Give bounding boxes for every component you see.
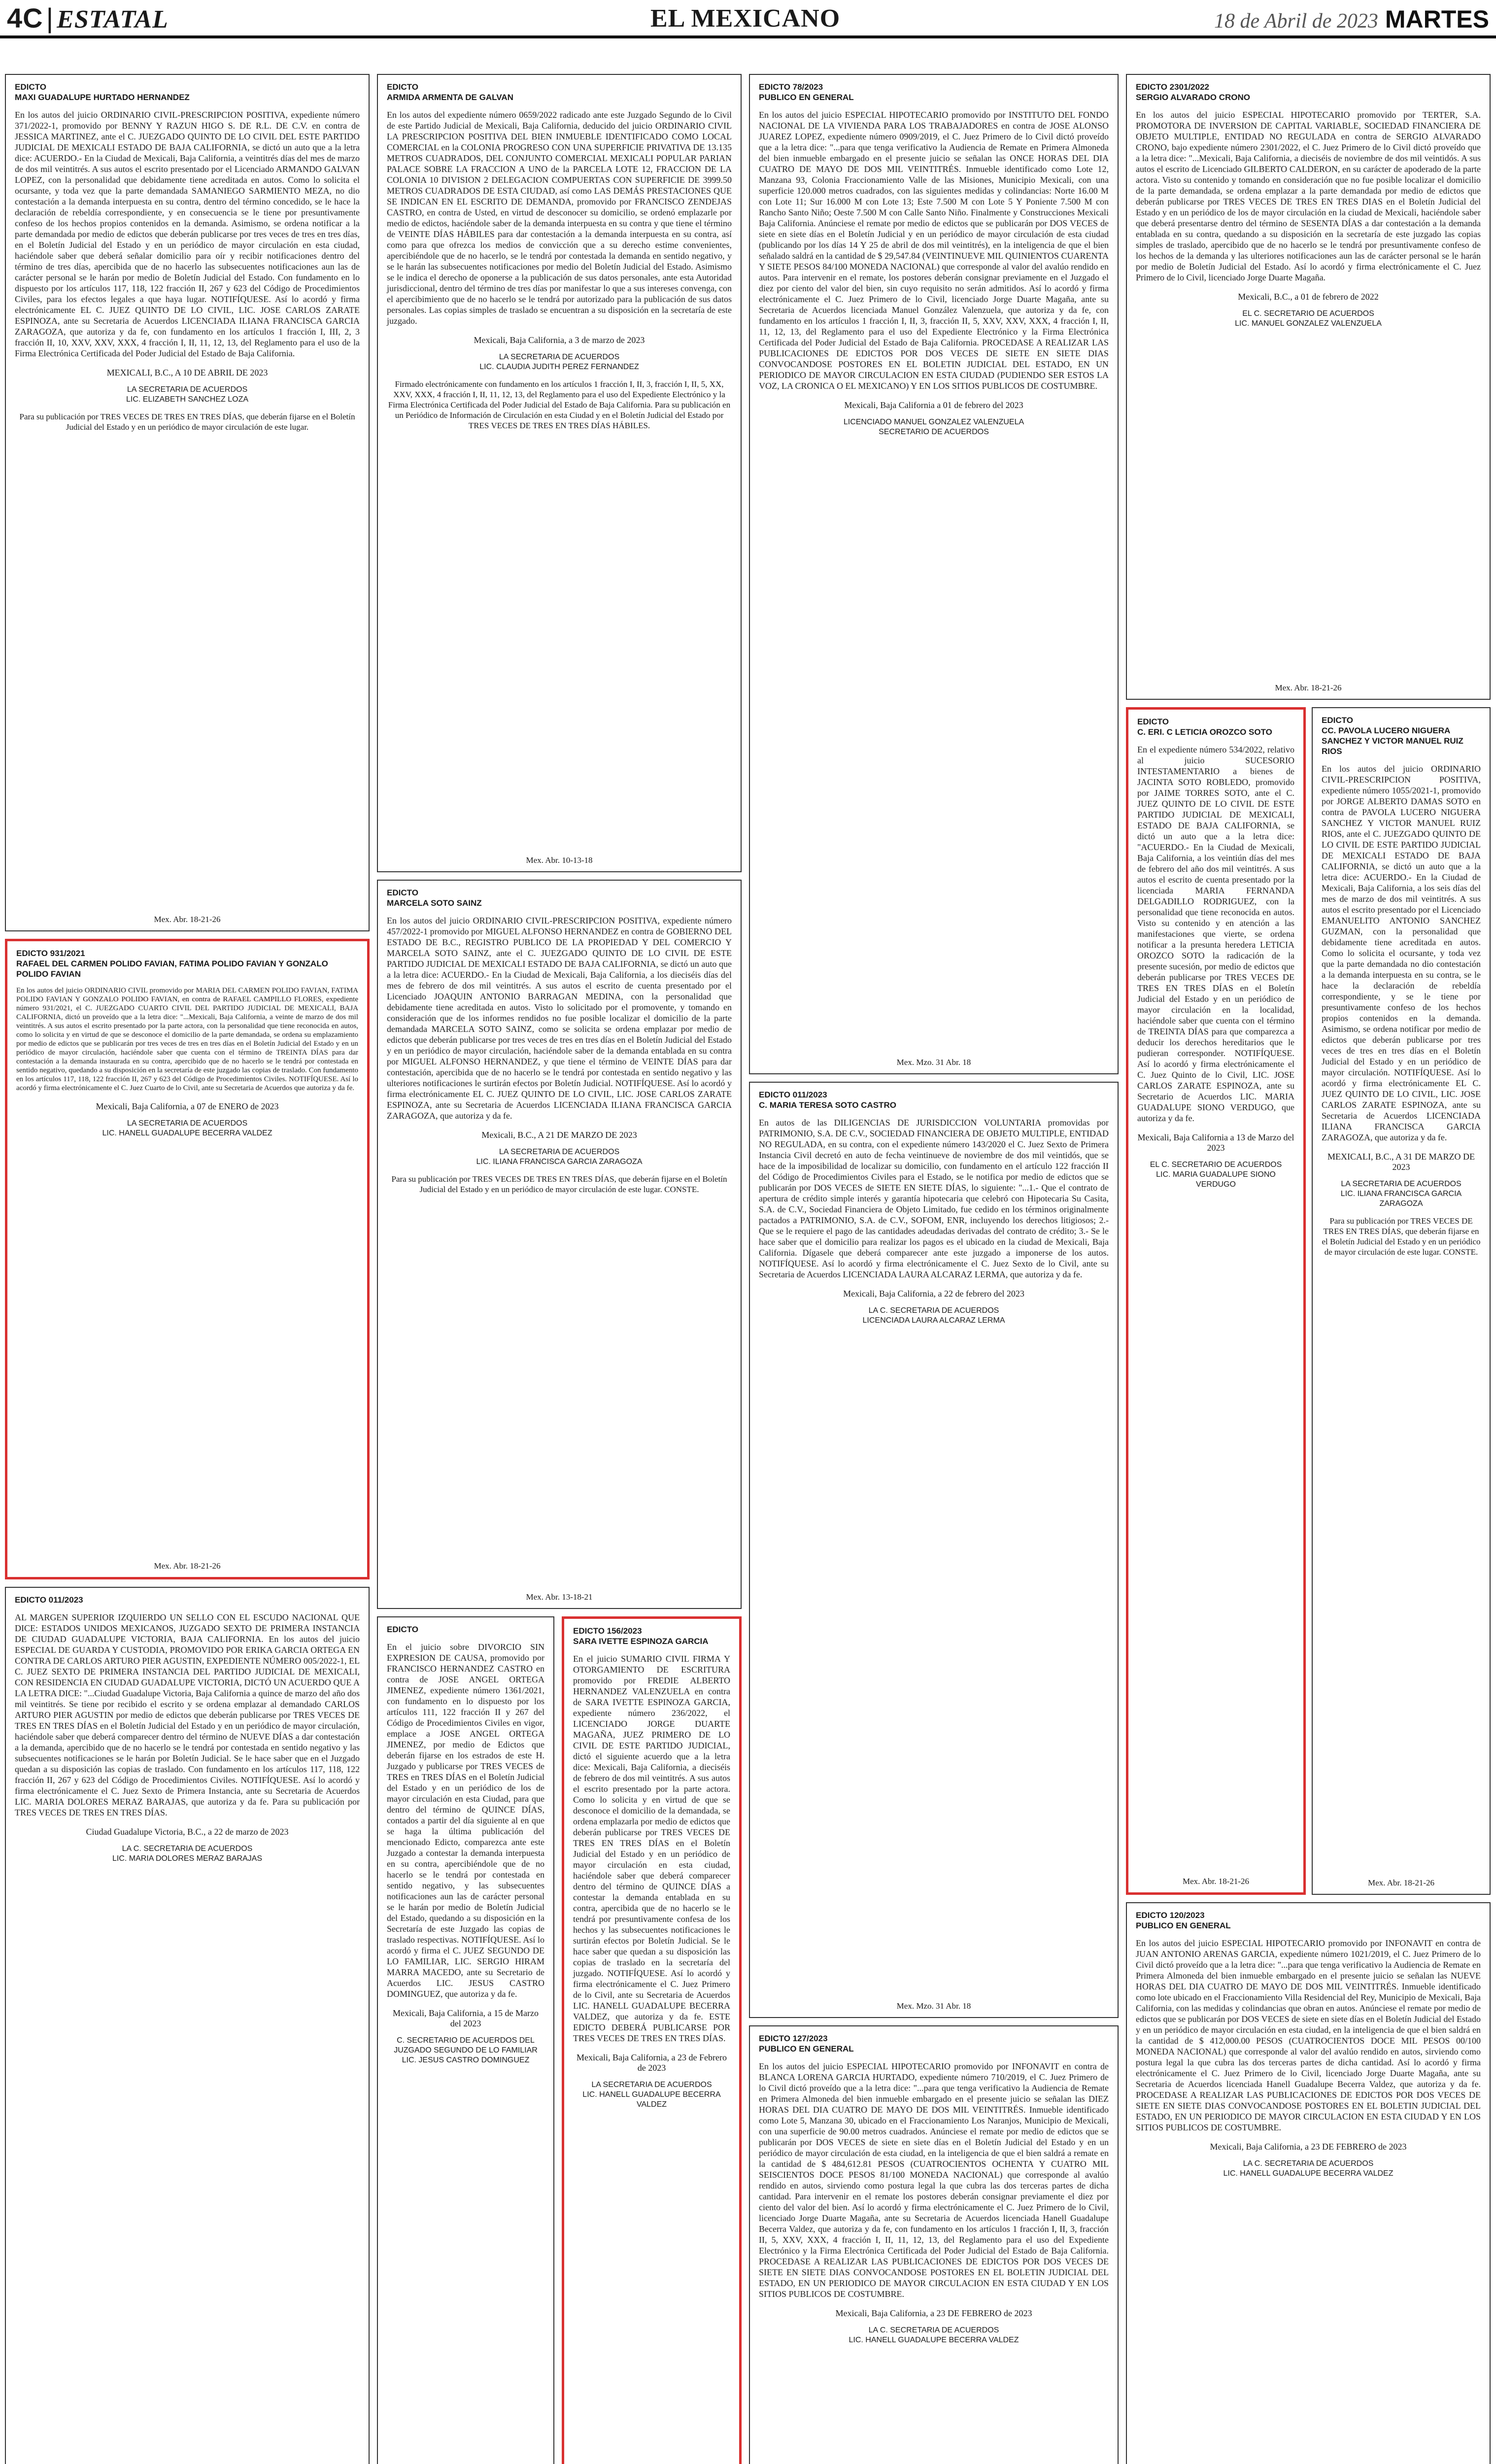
edicto-ref: Mex. Abr. 18-21-26 [1275,683,1342,692]
edicto-body: En los autos del expediente número 0659/2022 radicado ante este Juzgado Segundo de lo Civil de este Partido Judicial de Mexicali, Baja California, deducido del juicio ORDINARIO CIVIL LA PRESCRIPCION POSITIVA DEL BIEN INMUEBLE IDENTIFICADO COMO LOCAL COMERCIAL en la COLONIA PROGRESO CON UNA SUPERFICIE PRIVATIVA DE 13.135 METROS CUADRADOS, DEL CONJUNTO COMERCIAL MEXICALI POPULAR PARIAN PALACE SOBRE LA FRACCION A UNO de la PARCELA LOTE 12, FRACCION DE LA COLONIA 10 DIVISION 2 DELEGACION COMPUERTAS CON SUPERFICIE DE 3999.50 METROS CUADRADOS DE ESTA CIUDAD, así como LAS DEMÁS PRESTACIONES QUE SE INDICAN EN EL ESCRITO DE DEMANDA, promovido por FRANCISCO ZENDEJAS CASTRO, en contra de Usted, en virtud de desconocer su domicilio, se ordenó emplazarle por medio de edictos, haciéndole saber de la demanda interpuesta en su contra y que tiene el término de VEINTE DÍAS HÁBILES para dar contestación a la demanda interpuesta en su contra, así como para que ofrezca los medios de convicción que a su derecho estime convenientes, apercibiéndole que de no hacerlo, se le tendrá por contestada la demanda en sentido negativo, y se le harán las subsecuentes notificaciones por medio del Boletín Judicial del Estado. Asimismo se le indica el derecho de oponerse a la publicación de sus datos personales, ante esta Autoridad jurisdiccional, dentro del término de tres días por manifestar lo que a sus intereses convenga, con el apercibimiento que de no hacerlo se le tendrá por autorizado para la publicación de sus datos personales. Las copias simples de traslado se encuentran a su disposición en la secretaría de este juzgado. [387,110,732,326]
edicto-title: EDICTO [387,1625,418,1634]
edicto-120-2023 [1126,1902,1491,2464]
edicto-publication-note: Para su publicación por TRES VECES DE TRES EN TRES DÍAS, que deberán fijarse en el Boletín Judicial del Estado y en un periódico de mayor circulación de este lugar. CONSTE. [391,1174,727,1194]
edicto-signature: LA SECRETARIA DE ACUERDOS LIC. ELIZABETH SANCHEZ LOZA [126,385,249,404]
edicto-signature: LA SECRETARIA DE ACUERDOS LIC. ILIANA FRANCISCA GARCIA ZARAGOZA [476,1148,643,1166]
edicto-signature: EL C. SECRETARIO DE ACUERDOS LIC. MARIA GUADALUPE SIONO VERDUGO [1150,1161,1282,1189]
edicto-place-date: Mexicali, Baja California, a 23 DE FEBRERO de 2023 [835,2308,1032,2318]
edicto-signature: LA C. SECRETARIA DE ACUERDOS LIC. HANELL GUADALUPE BECERRA VALDEZ [849,2326,1019,2344]
edicto-body: En los autos del juicio ESPECIAL HIPOTECARIO promovido por INFONAVIT en contra de JUAN ANTONIO ARENAS GARCIA, expediente número 1021/2019, el C. Juez Primero de lo Civil dictó proveído que a la letra dice: "...para que tenga verificativo la Audiencia de Remate en Primera Almoneda del bien inmueble embargado en el presente juicio se señalan las NUEVE HORAS DEL DIA CUATRO DE MAYO DE DOS MIL VEINTITRÉS. Inmueble identificado como lote ubicado en el Fraccionamiento Villa Residencial del Rey, Municipio de Mexicali, Baja California, con las medidas y colindancias que obran en autos. Anúnciese el remate por medio de edictos que se publicarán por DOS VECES de siete en siete días en el Boletín Judicial del Estado y en un periódico de mayor circulación en esta ciudad, en la inteligencia de que el bien saldrá en la cantidad de $ 412,000.00 PESOS (CUATROCIENTOS DOCE MIL PESOS 00/100 MONEDA NACIONAL) que corresponde al valor del avalúo rendido en autos, sirviendo como postura legal la que cubra las dos terceras partes de dicha cantidad. Así lo acordó y firma electrónicamente el C. Juez Primero de lo Civil, licenciado Jorge Duarte Magaña, ante su Secretaria de Acuerdos licenciada Hanell Guadalupe Becerra Valdez, que autoriza y da fe. PROCEDASE A REALIZAR LAS PUBLICACIONES DE EDICTOS POR DOS VECES DE SIETE EN SIETE DIAS CONVOCANDOSE POSTORES EN EL BOLETIN JUDICIAL DEL ESTADO, EN UN PERIODICO DE MAYOR CIRCULACION EN ESTA CIUDAD Y EN LOS SITIOS PUBLICOS DE COSTUMBRE. [1136,1938,1481,2132]
issue-date [1214,5,1489,34]
edicto-ref: Mex. Abr. 18-21-26 [154,915,221,924]
edicto-signature: LICENCIADO MANUEL GONZALEZ VALENZUELA SECRETARIO DE ACUERDOS [843,418,1024,436]
edicto-marcela-soto-sainz [377,880,742,1609]
edicto-place-date: Mexicali, Baja California, a 23 DE FEBRERO de 2023 [1210,2142,1407,2152]
edicto-ref: Mex. Abr. 18-21-26 [154,1561,221,1571]
edicto-leticia-orozco [1126,707,1306,1895]
edicto-pavola-lucero [1312,707,1491,1895]
edicto-place-date: Mexicali, Baja California a 01 de febrero del 2023 [844,400,1023,410]
edicto-publication-note: Para su publicación por TRES VECES DE TRES EN TRES DÍAS, que deberán fijarse en el Boletín Judicial del Estado y en un periódico de mayor circulación de este lugar. CONSTE. [1322,1216,1481,1257]
edicto-body: En los autos del juicio ORDINARIO CIVIL-PRESCRIPCION POSITIVA, expediente número 1055/2021-1, promovido por JORGE ALBERTO DAMAS SOTO en contra de PAVOLA LUCERO NIGUERA SANCHEZ Y VICTOR MANUEL RUIZ RIOS, ante el C. JUEZGADO QUINTO DE LO CIVIL DE ESTE PARTIDO JUDICIAL DE MEXICALI ESTADO DE BAJA CALIFORNIA, se dictó un auto que a la letra dice: ACUERDO.- En la Ciudad de Mexicali, Baja California, a los seis días del mes de marzo de dos mil veintitrés. A sus autos el escrito presentado por el Licenciado EMANUELITO ANTONIO SANCHEZ GUZMAN, con la personalidad que debidamente tiene acreditada en autos. Como lo solicita el ocursante, y toda vez que la parte demandada no dio contestación a la demanda interpuesta en su contra, se le hace la declaración de rebeldía correspondiente, y se le tiene por presuntivamente confeso de los hechos propios contenidos en la demanda. Asimismo, se ordena notificar por medio de edictos que deberán publicarse por tres veces de tres en tres días en el Boletín Judicial del Estado y en un periódico de mayor circulación. NOTIFÍQUESE. Así lo acordó y firma electrónicamente EL C. JUEZ QUINTO DE LO CIVIL, LIC. JOSE CARLOS ZARATE ESPINOZA, ante su Secretaria de Acuerdos LICENCIADA ILIANA FRANCISCA GARCIA ZARAGOZA, que autoriza y da fe. [1322,764,1481,1142]
edicto-body: En el juicio sobre DIVORCIO SIN EXPRESION DE CAUSA, promovido por FRANCISCO HERNANDEZ CASTRO en contra de JOSE ANGEL ORTEGA JIMENEZ, expediente número 1361/2021, con fundamento en lo dispuesto por los artículos 111, 122 fracción II y 267 del Código de Procedimientos Civiles en vigor, emplace a JOSE ANGEL ORTEGA JIMENEZ, por medio de Edictos que deberán fijarse en los estrados de este H. Juzgado y publicarse por TRES VECES de TRES en TRES DÍAS en el Boletín Judicial del Estado y en un periódico de los de mayor circulación en esta Ciudad, para que dentro del término de QUINCE DÍAS, contados a partir del día siguiente al en que se haga la última publicación del mencionado Edicto, comparezca ante este Juzgado a contestar la demanda interpuesta en su contra, apercibiéndole que de no hacerlo se le tendrá por contestada en sentido negativo, y las subsecuentes notificaciones aun las de carácter personal se le harán por medio de Boletín Judicial del Estado, quedando a su disposición en la Secretaría de este Juzgado las copias de traslado respectivas. NOTIFÍQUESE. Así lo acordó y firma el C. JUEZ SEGUNDO DE LO FAMILIAR, LIC. SERGIO HIRAM MARRA MACEDO, ante su Secretario de Acuerdos LIC. JESUS CASTRO DOMINGUEZ, que autoriza y da fe. [387,1642,544,1999]
edicto-polido-favian [5,939,370,1579]
edicto-title: EDICTO MAXI GUADALUPE HURTADO HERNANDEZ [15,82,190,102]
edicto-publication-note: Para su publicación por TRES VECES DE TRES EN TRES DÍAS, que deberán fijarse en el Boletín Judicial del Estado y en un periódico de mayor circulación de este lugar. [19,412,355,432]
edicto-127-2023 [749,2025,1119,2464]
edicto-title: EDICTO 78/2023 PUBLICO EN GENERAL [759,82,854,102]
edicto-ref: Mex. Abr. 18-21-26 [1367,1878,1435,1887]
edicto-place-date: Mexicali, Baja California a 13 de Marzo del 2023 [1137,1132,1294,1153]
newspaper-name: EL MEXICANO [650,4,841,33]
edicto-place-date: MEXICALI, B.C., A 31 DE MARZO DE 2023 [1327,1152,1475,1172]
edicto-place-date: Mexicali, Baja California, a 15 de Marzo del 2023 [393,2008,539,2028]
edicto-divorcio [377,1616,554,2464]
edicto-place-date: Mexicali, B.C., a 01 de febrero de 2022 [1238,292,1379,302]
section-label: 4C | ESTATAL [7,2,169,34]
edicto-title: EDICTO 156/2023 SARA IVETTE ESPINOZA GARCIA [573,1626,709,1646]
edicto-place-date: Mexicali, Baja California, a 3 de marzo de 2023 [474,335,645,345]
edicto-title: EDICTO 011/2023 C. MARIA TERESA SOTO CASTRO [759,1090,896,1110]
edicto-place-date: Mexicali, B.C., A 21 DE MARZO DE 2023 [481,1130,637,1140]
edicto-title: EDICTO 931/2021 RAFAEL DEL CARMEN POLIDO FAVIAN, FATIMA POLIDO FAVIAN Y GONZALO POLIDO FAVIAN [16,949,328,979]
edicto-publication-note: Firmado electrónicamente con fundamento en los artículos 1 fracción I, II, 3, fracción I, II, 5, XX, XXV, XXX, 4 fracción I, II, 11, 12, 13, del Reglamento para el uso del Expediente Electrónico y la Firma Electrónica Certificada del Poder Judicial del Estado de Baja California. Para su publicación en un Periódico de Información de Circulación en esta Ciudad y en el Boletín Judicial del Estado por TRES VECES DE TRES EN TRES DÍAS HÁBILES. [388,379,731,430]
edicto-signature: LA SECRETARIA DE ACUERDOS LIC. HANELL GUADALUPE BECERRA VALDEZ [102,1119,272,1137]
page-header [0,0,1496,38]
edicto-ref: Mex. Abr. 13-18-21 [526,1592,593,1602]
edicto-signature: EL C. SECRETARIO DE ACUERDOS LIC. MANUEL GONZALEZ VALENZUELA [1235,309,1382,328]
edicto-title: EDICTO 120/2023 PUBLICO EN GENERAL [1136,1911,1231,1930]
edicto-signature: LA C. SECRETARIA DE ACUERDOS LICENCIADA LAURA ALCARAZ LERMA [862,1306,1005,1325]
edicto-78-2023 [749,74,1119,1074]
edicto-011-2023-maria-teresa [749,1082,1119,2018]
edicto-title: EDICTO 127/2023 PUBLICO EN GENERAL [759,2034,854,2053]
edicto-signature: LA C. SECRETARIA DE ACUERDOS LIC. HANELL GUADALUPE BECERRA VALDEZ [1223,2159,1394,2178]
edicto-body: AL MARGEN SUPERIOR IZQUIERDO UN SELLO CON EL ESCUDO NACIONAL QUE DICE: ESTADOS UNIDOS MEXICANOS, JUZGADO SEXTO DE PRIMERA INSTANCIA DE CIUDAD GUADALUPE VICTORIA, BAJA CALIFORNIA. En los autos del juicio ESPECIAL DE GUARDA Y CUSTODIA, PROMOVIDO POR ERIKA GARCIA ORTEGA EN CONTRA DE CARLOS ARTURO PIER AGUSTIN, EXPEDIENTE NÚMERO 005/2022-1, EL C. JUEZ SEXTO DE PRIMERA INSTANCIA DEL PARTIDO JUDICIAL DE MEXICALI, CON RESIDENCIA EN CIUDAD GUADALUPE VICTORIA, DICTÓ UN ACUERDO QUE A LA LETRA DICE: "...Ciudad Guadalupe Victoria, Baja California a quince de marzo del año dos mil veintitrés. Se tiene por recibido el escrito y se ordena emplazar al demandado CARLOS ARTURO PIER AGUSTIN por medio de edictos que deberán publicarse por TRES VECES DE TRES EN TRES DÍAS en el Boletín Judicial del Estado y en un periódico de mayor circulación, haciéndole saber que deberá comparecer dentro del término de NUEVE DÍAS a dar contestación a la demanda, apercibido que de no hacerlo se le tendrá por contestada en sentido negativo y las subsecuentes notificaciones se le harán por Boletín Judicial. Se le hace saber que en el Juzgado quedan a su disposición las copias de traslado. Con fundamento en los artículos 117, 118, 122 fracción II, 267 y 623 del Código de Procedimientos Civiles. NOTIFÍQUESE. Así lo acordó y firma electrónicamente el C. Juez Sexto de Primera Instancia, ante su Secretaria de Acuerdos LIC. MARIA DOLORES MERAZ BARAJAS, que autoriza y da fe. Para su publicación por TRES VECES DE TRES EN TRES DÍAS. [15,1612,360,1817]
edicto-signature: LA SECRETARIA DE ACUERDOS LIC. CLAUDIA JUDITH PEREZ FERNANDEZ [479,353,639,371]
edicto-place-date: Ciudad Guadalupe Victoria, B.C., a 22 de marzo de 2023 [86,1827,289,1837]
edicto-body: En los autos del juicio ESPECIAL HIPOTECARIO promovido por INFONAVIT en contra de BLANCA LORENA GARCIA HURTADO, expediente número 710/2019, el C. Juez Primero de lo Civil dictó proveído que a la letra dice: "...para que tenga verificativo la Audiencia de Remate en Primera Almoneda del bien inmueble embargado en el presente juicio se señalan las DIEZ HORAS DEL DIA CUATRO DE MAYO DE DOS MIL VEINTITRÉS. Inmueble identificado como Lote 5, Manzana 30, ubicado en el Fraccionamiento Los Naranjos, Municipio de Mexicali, con una superficie de 90.00 metros cuadrados. Anúnciese el remate por medio de edictos que se publicarán por DOS VECES de siete en siete días en el Boletín Judicial del Estado y en un periódico de mayor circulación de esta ciudad, en la inteligencia de que el bien saldrá a remate en la cantidad de $ 484,612.81 PESOS (CUATROCIENTOS OCHENTA Y CUATRO MIL SEISCIENTOS DOCE PESOS 81/100 MONEDA NACIONAL) que corresponde al avalúo rendido en autos, sirviendo como postura legal la que cubra las dos terceras partes de dicha cantidad. Para intervenir en el remate los postores deberán consignar previamente el diez por ciento del valor del bien. Así lo acordó y firma electrónicamente el C. Juez Primero de lo Civil, licenciado Jorge Duarte Magaña, ante su Secretaria de Acuerdos licenciada Hanell Guadalupe Becerra Valdez, que autoriza y da fe, con fundamento en los artículos 1 fracción I, II, 3, fracción II, 5, XXV, XXX, 4 fracción I, II, 11, 12, 13, del Reglamento para el uso del Expediente Electrónico y la Firma Electrónica Certificada del Poder Judicial del Estado de Baja California. PROCEDASE A REALIZAR LAS PUBLICACIONES DE EDICTOS POR DOS VECES DE SIETE EN SIETE DIAS CONVOCANDOSE POSTORES EN EL BOLETIN JUDICIAL DEL ESTADO, EN UN PERIODICO DE MAYOR CIRCULACION EN ESTA CIUDAD Y EN LOS SITIOS PUBLICOS DE COSTUMBRE. [759,2061,1109,2299]
edicto-signature: LA SECRETARIA DE ACUERDOS LIC. ILIANA FRANCISCA GARCIA ZARAGOZA [1340,1180,1462,1208]
edicto-011-2023-guarda-custodia [5,1587,370,2464]
edicto-body: En el expediente número 534/2022, relativo al juicio SUCESORIO INTESTAMENTARIO a bienes de JACINTA SOTO ROBLEDO, promovido por JAIME TORRES SOTO, ante el C. JUEZ QUINTO DE LO CIVIL DE ESTE PARTIDO JUDICIAL DE MEXICALI, ESTADO DE BAJA CALIFORNIA, se dictó un auto que a la letra dice: "ACUERDO.- En la Ciudad de Mexicali, Baja California, a los veintiún días del mes de febrero del año dos mil veintitrés. A sus autos el escrito de cuenta presentado por la licenciada MARIA FERNANDA DELGADILLO RODRIGUEZ, con la personalidad que tiene reconocida en autos. Visto su contenido y en atención a las manifestaciones que vierte, se ordena notificar a la presunta heredera LETICIA OROZCO SOTO la radicación de la presente sucesión, por medio de edictos que deberán publicarse por TRES VECES DE TRES EN TRES DÍAS en el Boletín Judicial del Estado y en un periódico de mayor circulación en la localidad, haciéndole saber que cuenta con el término de TREINTA DÍAS para que comparezca a deducir los derechos hereditarios que le pudieran corresponder. NOTIFÍQUESE. Así lo acordó y firma electrónicamente el C. Juez Quinto de lo Civil, LIC. JOSE CARLOS ZARATE ESPINOZA, ante su Secretario de Acuerdos LIC. MARIA GUADALUPE SIONO VERDUGO, que autoriza y da fe. [1137,745,1294,1123]
edicto-title: EDICTO ARMIDA ARMENTA DE GALVAN [387,82,513,102]
edicto-place-date: MEXICALI, B.C., A 10 DE ABRIL DE 2023 [106,368,268,377]
edicto-body: En los autos del juicio ORDINARIO CIVIL-PRESCRIPCION POSITIVA, expediente número 457/2022-1 promovido por MIGUEL ALFONSO HERNANDEZ en contra de GOBIERNO DEL ESTADO DE B.C., REGISTRO PUBLICO DE LA PROPIEDAD Y DEL COMERCIO Y MARCELA SOTO SAINZ, ante el C. JUEZGADO QUINTO DE LO CIVIL DE ESTE PARTIDO JUDICIAL DE MEXICALI ESTADO DE BAJA CALIFORNIA, se dictó un auto que a la letra dice: ACUERDO.- En la Ciudad de Mexicali, Baja California, a los dieciséis días del mes de febrero de dos mil veintitrés. A sus autos el escrito de cuenta presentado por el Licenciado JOAQUIN ANTONIO BARRAGAN MEDINA, con la personalidad que debidamente tiene acreditada en autos. Visto lo solicitado por el promovente, y tomando en consideración que de los informes rendidos no fue posible localizar el domicilio de la parte demandada MARCELA SOTO SAINZ, como se solicita se ordena emplazar por medio de edictos que deberán publicarse por tres veces de tres en tres días en el Boletín Judicial del Estado y en un periódico de mayor circulación, haciéndole saber de la demanda entablada en su contra por MIGUEL ALFONSO HERNANDEZ, y que tiene el término de VEINTE DÍAS para dar contestación, apercibida que de no hacerlo se le tendrá por contestada en sentido negativo y las ulteriores notificaciones le surtirán efectos por Boletín Judicial. NOTIFÍQUESE. Así lo acordó y firma electrónicamente EL C. JUEZ QUINTO DE LO CIVIL, LIC. JOSE CARLOS ZARATE ESPINOZA, ante su Secretaria de Acuerdos LICENCIADA ILIANA FRANCISCA GARCIA ZARAGOZA, que autoriza y da fe. [387,916,732,1121]
edicto-body: En los autos del juicio ORDINARIO CIVIL-PRESCRIPCION POSITIVA, expediente número 371/2022-1, promovido por BENNY Y RAZUN HIGO S. DE R.L. DE C.V. en contra de JESSICA MARTINEZ, ante el C. JUEZGADO QUINTO DE LO CIVIL DEL ESTE PARTIDO JUDICIAL DE MEXICALI ESTADO DE BAJA CALIFORNIA, se dictó un auto que a la letra dice: ACUERDO.- En la Ciudad de Mexicali, Baja California, a veintitrés días del mes de marzo de dos mil veintitrés. A sus autos el escrito presentado por el Licenciado ARMANDO GALVAN LOPEZ, con la personalidad que debidamente tiene acreditada en autos. Como lo solicita el ocursante, y toda vez que la parte demandada SAMANIEGO SARMIENTO MEZA, no dio contestación a la demanda interpuesta en su contra, dentro del término concedido, se le hace la declaración de rebeldía correspondiente, y en consecuencia se le tiene por presuntivamente confeso de los hechos propios contenidos en la demanda. Asimismo, se ordena notificar a la parte demandada por medio de edictos que deberán publicarse por tres veces de tres en tres días, en el Boletín Judicial del Estado y en un periódico de mayor circulación en esta ciudad, haciéndole saber que deberá señalar domicilio para oír y recibir notificaciones dentro del término de tres días, apercibida que de no hacerlo las subsecuentes notificaciones aun las de carácter personal se le harán por medio de Boletín Judicial del Estado. Con fundamento en lo dispuesto por los artículos 117, 118, 122 fracción II, 267 y 623 del Código de Procedimientos Civiles, para los efectos legales a que haya lugar. NOTIFÍQUESE. Así lo acordó y firma electrónicamente EL C. JUEZ QUINTO DE LO CIVIL, LIC. JOSE CARLOS ZARATE ESPINOZA, ante su Secretaria de Acuerdos LICENCIADA ILIANA FRANCISCA GARCIA ZARAGOZA, que autoriza y da fe, con fundamento en los artículos 1 fracción I, III, 2, 3 fracción II, 10, XXV, XXV, XXX, 4 fracción I, II, 11, 12, 13, del Reglamento para el uso de la Firma Electrónica Certificada del Poder Judicial del Estado de Baja California. [15,110,360,358]
day-text: MARTES [1385,5,1489,33]
date-text: 18 de Abril de 2023 [1214,10,1378,33]
edicto-place-date: Mexicali, Baja California, a 07 de ENERO de 2023 [96,1101,279,1111]
edicto-2301-2022 [1126,74,1491,700]
edicto-title: EDICTO MARCELA SOTO SAINZ [387,888,482,908]
edicto-title: EDICTO C. ERI. C LETICIA OROZCO SOTO [1137,717,1272,737]
section-name: ESTATAL [57,5,169,34]
edicto-body: En autos de las DILIGENCIAS DE JURISDICCION VOLUNTARIA promovidas por PATRIMONIO, S.A. DE C.V., SOCIEDAD FINANCIERA DE OBJETO MULTIPLE, ENTIDAD NO REGULADA, en su contra, con el expediente número 143/2020 el C. Juez Sexto de Primera Instancia Civil decretó en auto de fecha veintinueve de noviembre de dos mil veintidós, que se hace de la imposibilidad de localizar su domicilio, con fundamento en el artículo 122 fracción II del Código de Procedimientos Civiles para el Estado, se le notifica por medio de edictos que se publicarán por DOS VECES de SIETE EN SIETE DÍAS, lo siguiente: "...1.- Que el contrato de apertura de crédito simple interés y garantía hipotecaria que celebró con Hipotecaria Su Casita, S.A. de C.V., Sociedad Financiera de Objeto Limitado, fue cedido en los términos originalmente pactados a PATRIMONIO, S.A. de C.V., SOFOM, ENR, incluyendo los derechos litigiosos; 2.- Que se le requiere el pago de las cantidades adeudadas derivadas del contrato de crédito; 3.- Se le hace saber que el domicilio para realizar los pagos es el ubicado en la ciudad de Mexicali, Baja California. Dígasele que deberá comparecer ante este juzgado a imponerse de los autos. NOTIFÍQUESE. Así lo acordó y firma electrónicamente el C. Juez Sexto de lo Civil, ante su Secretaria de Acuerdos LICENCIADA LAURA ALCARAZ LERMA, que autoriza y da fe. [759,1118,1109,1279]
edicto-body: En los autos del juicio ESPECIAL HIPOTECARIO promovido por INSTITUTO DEL FONDO NACIONAL DE LA VIVIENDA PARA LOS TRABAJADORES en contra de JOSE ALONSO JUAREZ LOPEZ, expediente número 0909/2019, el C. Juez Primero de lo Civil dictó proveído que a la letra dice: "...para que tenga verificativo la Audiencia de Remate en Primera Almoneda del bien inmueble embargado en el presente juicio se señalan las ONCE HORAS DEL DIA CUATRO DE MAYO DE DOS MIL VEINTITRÉS. Inmueble identificado como Lote 12, Manzana 93, Colonia Fraccionamiento Valle de las Misiones, Municipio Mexicali, con una superficie 120.000 metros cuadrados, con las siguientes medidas y colindancias: Norte 16.00 M con Lote 11; Sur 16.000 M con Lote 13; Este 7.500 M con Lote 5 Y Poniente 7.500 M con Rancho Santo Niño; Oeste 7.500 M con Calle Santo Niño. Finalmente y Construcciones Mexicali Baja California. Anúnciese el remate por medio de edictos que se publicarán por DOS VECES de siete en siete días en el Boletín Judicial y en un periódico de mayor circulación de esta ciudad (publicando por los días 14 Y 25 de abril de dos mil veintitrés), en la inteligencia de que el bien señalado saldrá en la cantidad de $ 29,547.84 (VEINTINUEVE MIL QUINIENTOS CUARENTA Y SIETE PESOS 84/100 MONEDA NACIONAL) que corresponde al valor del avalúo rendido en autos. Para intervenir en el remate, los postores deberán consignar previamente en el Juzgado el diez por ciento del valor del bien, sin cuyo requisito no serán admitidos. Así lo acordó y firma electrónicamente el C. Juez Primero de lo Civil, licenciado Jorge Duarte Magaña, ante su Secretaria de Acuerdos licenciada Manuel González Valenzuela, que autoriza y da fe, con fundamento en los artículos 1 fracción I, II, 3, fracción II, 5, XXV, XXV, XXX, 4 fracción I, II, 11, 12, 13, del Reglamento para el uso del Expediente Electrónico y la Firma Electrónica Certificada del Poder Judicial del Estado de Baja California. PROCEDASE A REALIZAR LAS PUBLICACIONES DE EDICTOS POR DOS VECES DE SIETE EN SIETE DIAS CONVOCANDOSE POSTORES EN EL BOLETIN JUDICIAL DEL ESTADO, EN UN PERIODICO DE MAYOR CIRCULACION EN ESTA CIUDAD (PUDIENDO SER ESTOS LA VOZ, LA CRONICA O EL MEXICANO) Y EN LOS SITIOS PUBLICOS DE COSTUMBRE. [759,110,1109,391]
edicto-body: En los autos del juicio ESPECIAL HIPOTECARIO promovido por TERTER, S.A. PROMOTORA DE INVERSION DE CAPITAL VARIABLE, SOCIEDAD FINANCIERA DE OBJETO MULTIPLE, ENTIDAD NO REGULADA en contra de SERGIO ALVARADO CRONO, bajo expediente número 2301/2022, el C. Juez Primero de lo Civil dictó proveído que a la letra dice: "...Mexicali, Baja California, a dieciséis de noviembre de dos mil veintidós. A sus autos el escrito de Licenciado GILBERTO CALDERON, en su carácter de apoderado de la parte actora. Visto su contenido y tomando en consideración que no fue posible localizar el domicilio de la parte demandada, se ordena emplazar a la parte demandada por medio de edictos que deberán publicarse por TRES VECES DE TRES EN TRES DIAS en el Boletín Judicial del Estado y en un periódico de los de mayor circulación en la ciudad de Mexicali, haciéndole saber que deberá presentarse dentro del término de SESENTA DÍAS a dar contestación a la demanda entablada en su contra, quedando a su disposición en la secretaría de este juzgado las copias simples de traslado, apercibido que de no hacerlo se le tendrá por presuntivamente confeso de los hechos de la demanda y las ulteriores notificaciones aun las de carácter personal se le harán por medio de Boletín Judicial del Estado. Así lo acordó y firma electrónicamente el C. Juez Primero de lo Civil, licenciado Jorge Duarte Magaña. [1136,110,1481,282]
edicto-ref: Mex. Abr. 18-21-26 [1182,1877,1250,1886]
edicto-place-date: Mexicali, Baja California, a 23 de Febrero de 2023 [577,2053,727,2073]
edicto-signature: LA C. SECRETARIA DE ACUERDOS LIC. MARIA DOLORES MERAZ BARAJAS [112,1845,263,1863]
section-number: 4C [7,2,43,34]
edicto-title: EDICTO CC. PAVOLA LUCERO NIGUERA SANCHEZ Y VICTOR MANUEL RUIZ RIOS [1322,716,1463,756]
edicto-armida-armenta [377,74,742,872]
edicto-title: EDICTO 2301/2022 SERGIO ALVARADO CRONO [1136,82,1251,102]
edicto-signature: LA SECRETARIA DE ACUERDOS LIC. HANELL GUADALUPE BECERRA VALDEZ [582,2081,721,2109]
edicto-ref: Mex. Mzo. 31 Abr. 18 [896,1058,971,1067]
edicto-place-date: Mexicali, Baja California, a 22 de febrero del 2023 [843,1289,1024,1299]
edicto-156-2023 [562,1616,742,2464]
edicto-body: En el juicio SUMARIO CIVIL FIRMA Y OTORGAMIENTO DE ESCRITURA promovido por FREDIE ALBERTO HERNANDEZ VALENZUELA en contra de SARA IVETTE ESPINOZA GARCIA, expediente número 236/2022, el LICENCIADO JORGE DUARTE MAGAÑA, JUEZ PRIMERO DE LO CIVIL DE ESTE PARTIDO JUDICIAL, dictó el siguiente acuerdo que a la letra dice: Mexicali, Baja California, a dieciséis de febrero de dos mil veintitrés. A sus autos el escrito presentado por la parte actora. Como lo solicita y en virtud de que se desconoce el domicilio de la demandada, se ordena emplazarla por medio de edictos que deberán publicarse por TRES VECES DE TRES EN TRES DÍAS en el Boletín Judicial del Estado y en un periódico de mayor circulación en esta ciudad, haciéndole saber que deberá comparecer dentro del término de QUINCE DÍAS a contestar la demanda entablada en su contra, apercibida que de no hacerlo se le tendrá por presuntivamente confesa de los hechos y las subsecuentes notificaciones le surtirán efectos por Boletín Judicial. Se le hace saber que quedan a su disposición las copias de traslado en la secretaría del juzgado. NOTIFÍQUESE. Así lo acordó y firma electrónicamente el C. Juez Primero de lo Civil, ante su Secretaria de Acuerdos LIC. HANELL GUADALUPE BECERRA VALDEZ, que autoriza y da fe. ESTE EDICTO DEBERÁ PUBLICARSE POR TRES VECES DE TRES EN TRES DÍAS. [573,1654,730,2043]
edicto-title: EDICTO 011/2023 [15,1595,83,1605]
edicto-ref: Mex. Mzo. 31 Abr. 18 [896,2001,971,2011]
edicto-body: En los autos del juicio ORDINARIO CIVIL promovido por MARIA DEL CARMEN POLIDO FAVIAN, FATIMA POLIDO FAVIAN Y GONZALO POLIDO FAVIAN, en contra de RAFAEL CAMPILLO FLORES, expediente número 931/2021, el C. JUEZGADO CUARTO CIVIL DEL PARTIDO JUDICIAL DE MEXICALI, BAJA CALIFORNIA, dictó un proveído que a la letra dice: "...Mexicali, Baja California, a veinte de marzo de dos mil veintitrés. A sus autos el escrito presentado por la parte actora, con la personalidad que tiene reconocida en autos, como lo solicita y en virtud de que se desconoce el domicilio de la parte demandada, se ordena su emplazamiento por medio de edictos que se publicarán por tres veces de tres en tres días en el Boletín Judicial del Estado y en un periódico de mayor circulación, haciéndole saber que cuenta con el término de TREINTA DÍAS para dar contestación a la demanda instaurada en su contra, apercibido que de no hacerlo se le tendrá por contestada en sentido negativo, quedando a su disposición en la secretaría de este juzgado las copias de traslado. Con fundamento en los artículos 117, 118, 122 fracción II, 267 y 623 del Código de Procedimientos Civiles. NOTIFÍQUESE. Así lo acordó y firma electrónicamente el C. Juez Cuarto de lo Civil, ante su Secretaria de Acuerdos que autoriza y da fe. [16,987,358,1092]
edicto-maxi-guadalupe [5,74,370,931]
edicto-signature: C. SECRETARIO DE ACUERDOS DEL JUZGADO SEGUNDO DE LO FAMILIAR LIC. JESUS CASTRO DOMINGUEZ [394,2036,538,2064]
edicto-ref: Mex. Abr. 10-13-18 [526,856,593,865]
